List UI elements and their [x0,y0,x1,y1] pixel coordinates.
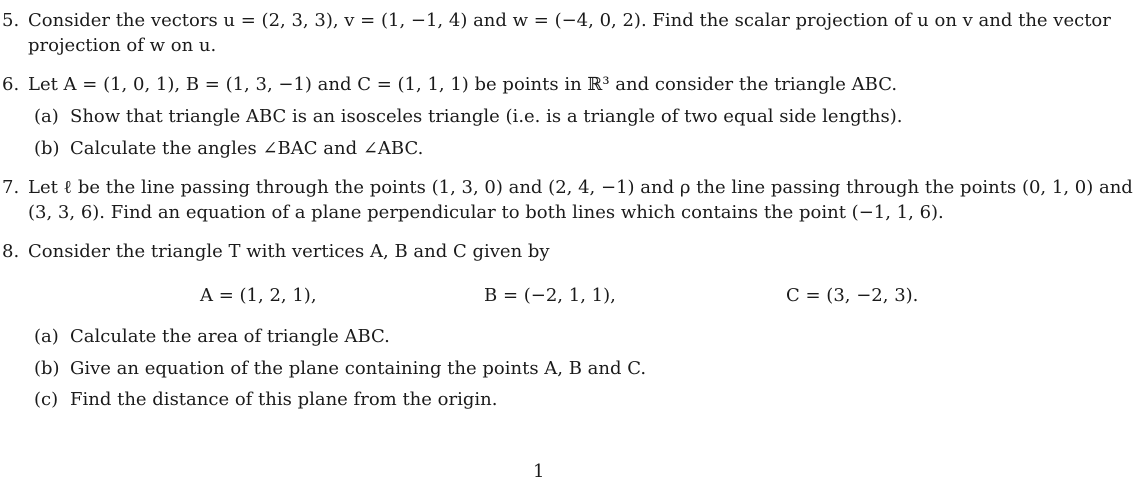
problem-5-text-line-2: projection of w on u. [28,35,217,56]
vertex-b: B = (−2, 1, 1), [484,285,616,306]
problem-8-part-c-text: Find the distance of this plane from the origin. [70,389,498,410]
problem-6-part-a-text: Show that triangle ABC is an isosceles triangle (i.e. is a triangle of two equal side lengths). [70,106,903,127]
problem-8-text: Consider the triangle T with vertices A, B and C given by [28,241,550,262]
problem-5-number: 5. [2,10,20,31]
problem-6-text: Let A = (1, 0, 1), B = (1, 3, −1) and C = (1, 1, 1) be points in ℝ³ and consider the triangle ABC. [28,74,898,95]
problem-8-number: 8. [2,241,20,262]
problem-8-part-b-text: Give an equation of the plane containing the points A, B and C. [70,358,647,379]
problem-7-text-line-2: (3, 3, 6). Find an equation of a plane perpendicular to both lines which contains the point (−1, 1, 6). [28,202,944,223]
problem-6-part-b-text: Calculate the angles ∠BAC and ∠ABC. [70,138,424,159]
problem-7-number: 7. [2,177,20,198]
problem-6-number: 6. [2,74,20,95]
page-number: 1 [533,461,545,482]
problem-8-part-a-text: Calculate the area of triangle ABC. [70,326,390,347]
vertex-c: C = (3, −2, 3). [786,285,919,306]
problem-5-text-line-1: Consider the vectors u = (2, 3, 3), v = (1, −1, 4) and w = (−4, 0, 2). Find the scalar projection of u on v and the vector [28,10,1111,31]
problem-7-text-line-1: Let ℓ be the line passing through the points (1, 3, 0) and (2, 4, −1) and ρ the line passing through the points (0, 1, 0) and [28,177,1133,198]
problem-6-part-a-label: (a) [34,106,59,127]
problem-6-part-b-label: (b) [34,138,60,159]
vertex-a: A = (1, 2, 1), [200,285,317,306]
problem-8-part-c-label: (c) [34,389,59,410]
problem-8-part-a-label: (a) [34,326,59,347]
problem-8-part-b-label: (b) [34,358,60,379]
